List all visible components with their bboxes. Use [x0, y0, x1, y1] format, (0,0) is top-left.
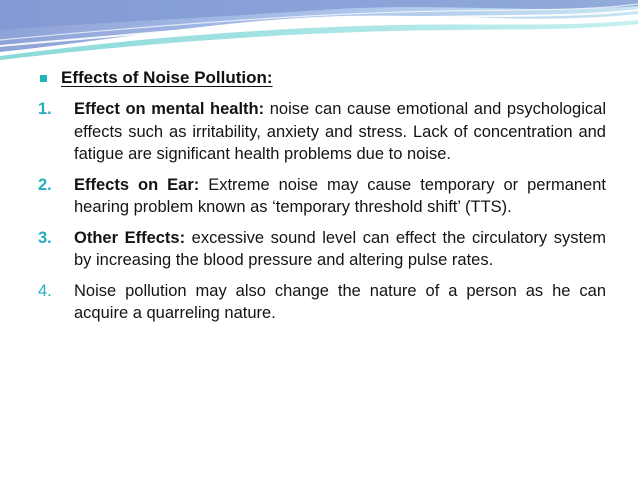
list-item: [38, 280, 606, 325]
item-text: [74, 227, 606, 272]
item-body: excessive sound level can effect the circulatory system by increasing the blood pressure and altering pulse rates.: [74, 228, 606, 269]
header-wave-decoration: [0, 0, 638, 60]
item-number: 4.: [38, 281, 52, 300]
item-lead: Effects on Ear:: [74, 175, 200, 194]
list-item: [38, 98, 606, 166]
item-lead: Other Effects:: [74, 228, 186, 247]
item-number: 3.: [38, 228, 52, 247]
item-body: Noise pollution may also change the nature of a person as he can acquire a quarreling nature.: [74, 281, 606, 322]
slide-content: [38, 66, 606, 333]
item-text: [74, 174, 606, 219]
effects-list: [38, 98, 606, 325]
item-text: [74, 280, 606, 325]
item-body: noise can cause emotional and psychological effects such as irritability, anxiety and stress. Lack of concentration and fatigue are significant health problems due to noise.: [74, 100, 606, 163]
item-number: 2.: [38, 175, 52, 194]
item-body: Extreme noise may cause temporary or permanent hearing problem known as ‘temporary threshold shift’ (TTS).: [74, 175, 606, 216]
item-text: [74, 98, 606, 166]
slide-heading: Effects of Noise Pollution:: [61, 68, 273, 87]
item-number: 1.: [38, 100, 52, 118]
list-item: [38, 174, 606, 219]
list-item: [38, 227, 606, 272]
item-lead: Effect on mental health:: [74, 100, 265, 118]
square-bullet-icon: [40, 75, 47, 82]
heading-row: [38, 66, 606, 90]
